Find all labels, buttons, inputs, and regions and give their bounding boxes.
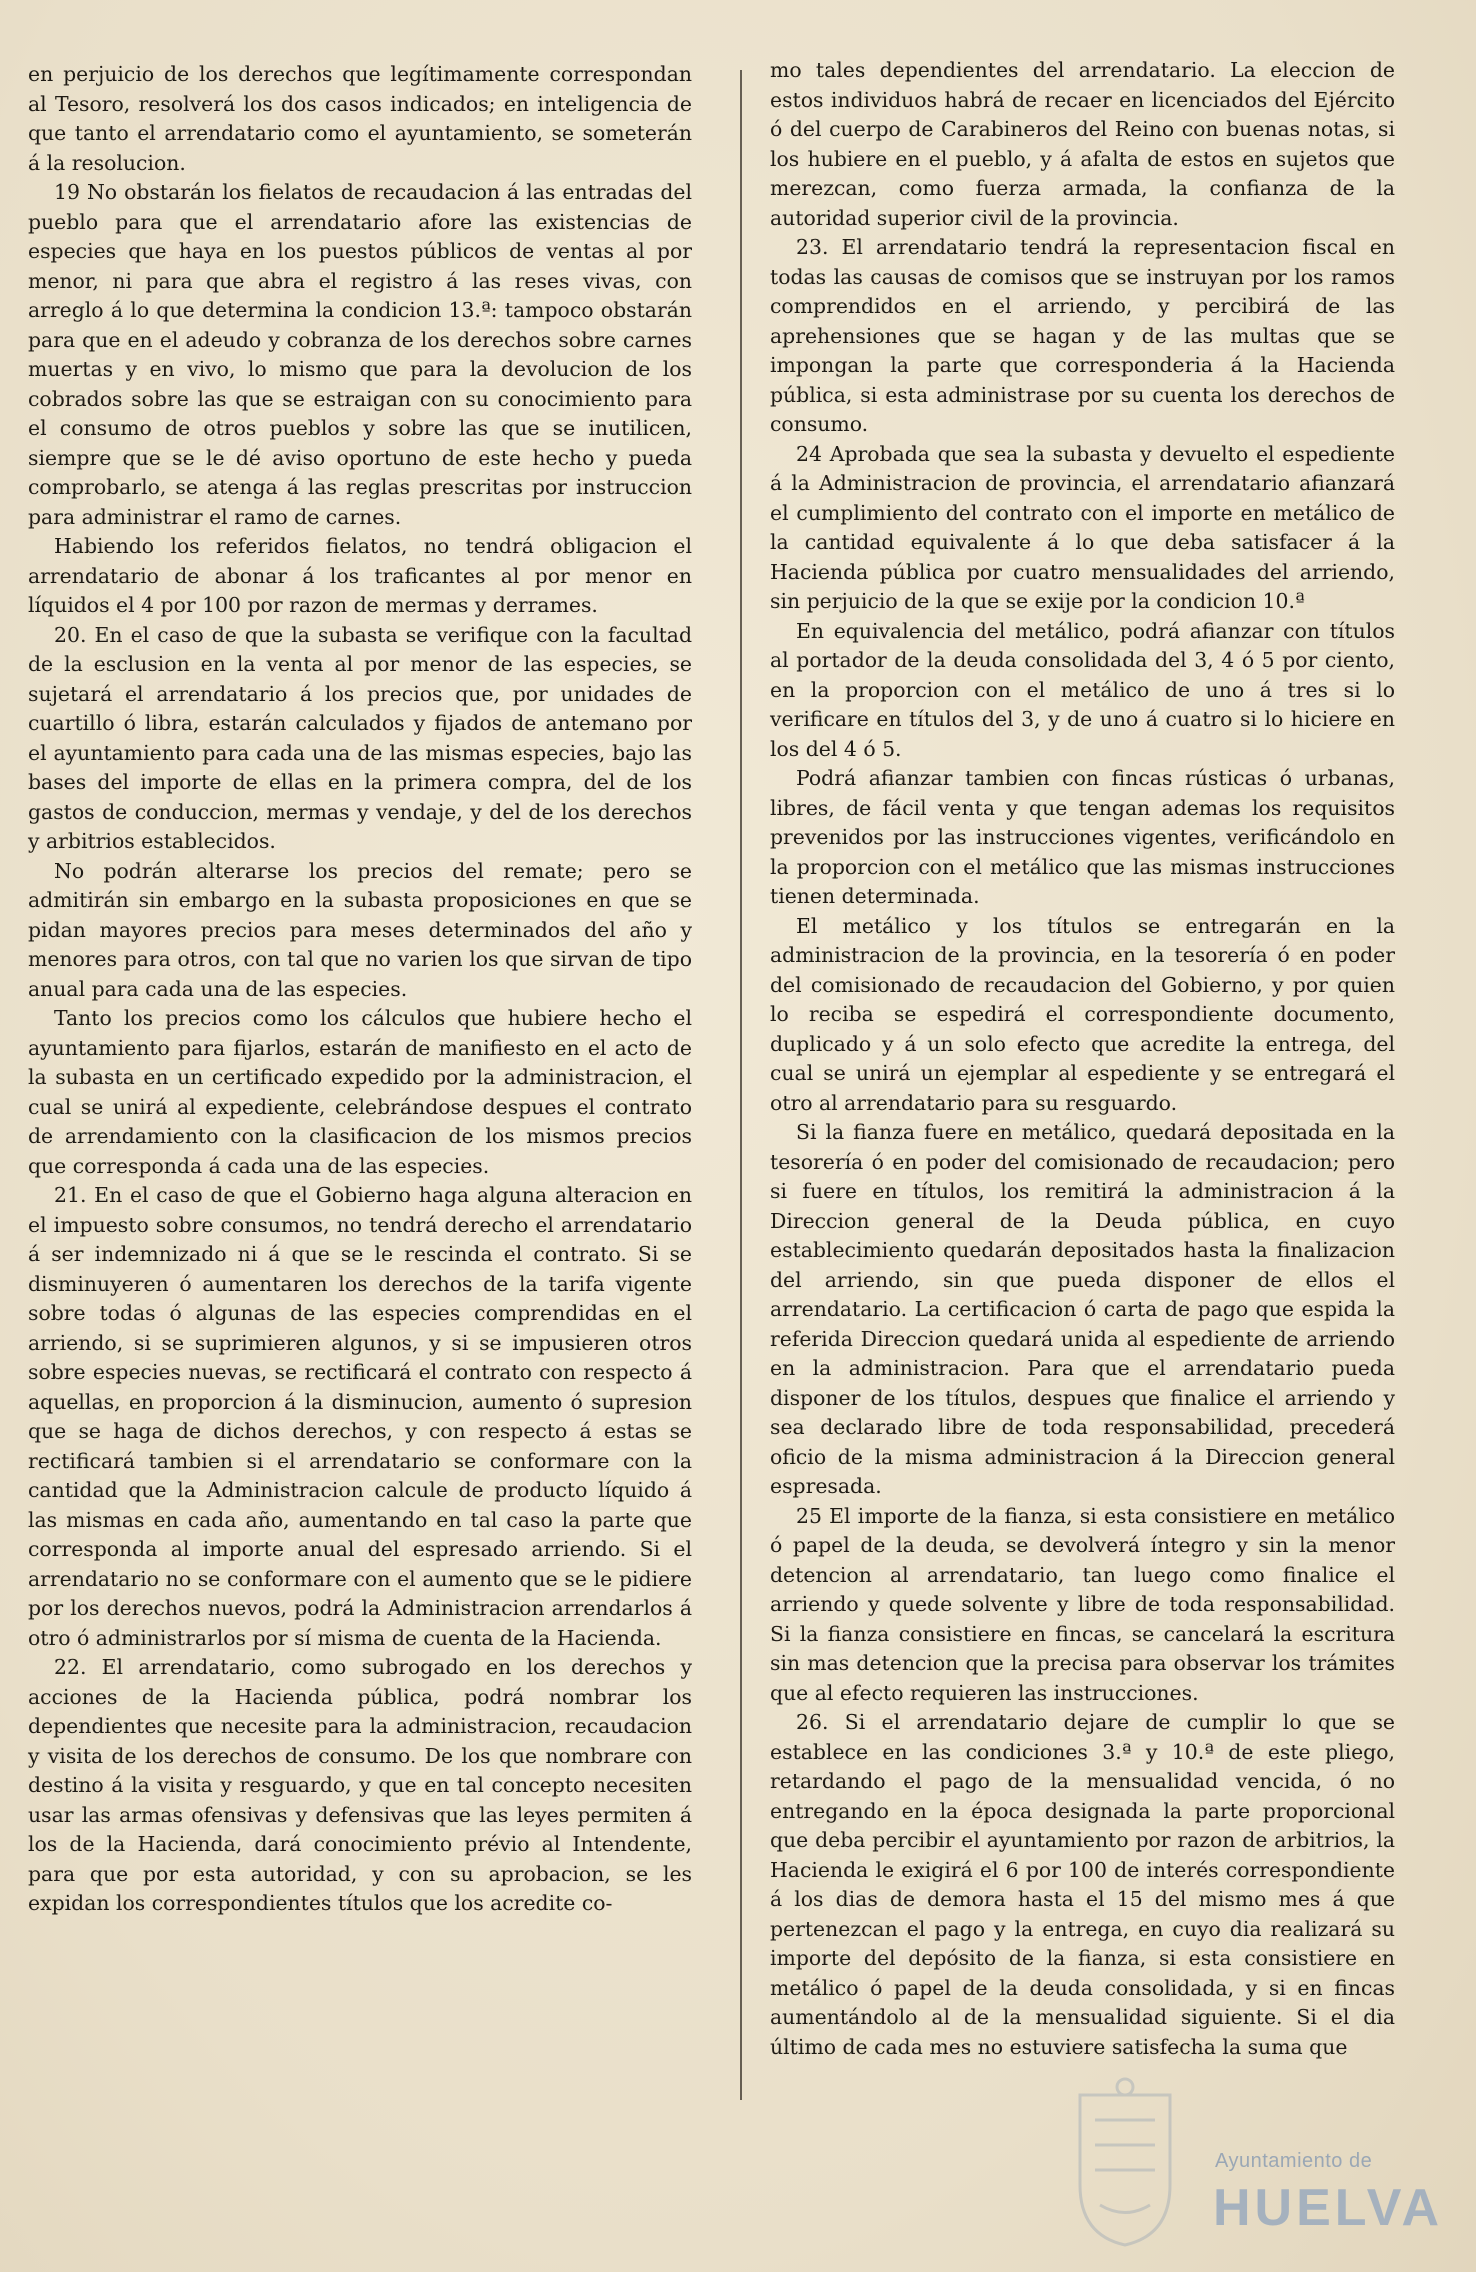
paragraph: 21. En el caso de que el Gobierno haga alguna alteracion en el impuesto sobre consumos, no tendrá derecho el arrendatario á ser indemnizado ni á que se le rescinda el contrato. Si se disminuyeren ó aumentaren los derechos de la tarifa vigente sobre todas ó algunas de las especies comprendidas en el arriendo, si se suprimieren algunos, y si se impusieren otros sobre especies nuevas, se rectificará el contrato con respecto á aquellas, en proporcion á la disminucion, aumento ó supresion que se haga de dichos derechos, y con respecto á estas se rectificará tambien si el arrendatario se conformare con la cantidad que la Administracion calcule de producto líquido á las mismas en cada año, aumentando en tal caso la parte que corresponda al importe anual del espresado arriendo. Si el arrendatario no se conformare con el aumento que se le pidiere por los derechos nuevos, podrá la Administracion arrendarlos á otro ó administrarlos por sí misma de cuenta de la Hacienda. — [28, 1183, 692, 1650]
paragraph: 22. El arrendatario, como subrogado en los derechos y acciones de la Hacienda pública, podrá nombrar los dependientes que necesite para la administracion, recaudacion y visita de los derechos de consumo. De los que nombrare con destino á la visita y resguardo, y que en tal concepto necesiten usar las armas ofensivas y defensivas que las leyes permiten á los de la Hacienda, dará conocimiento prévio al Intendente, para que por esta autoridad, y con su aprobacion, se les expidan los correspondientes títulos que los acredite co- — [28, 1655, 692, 1915]
paragraph: mo tales dependientes del arrendatario. La eleccion de estos individuos habrá de recaer en licenciados del Ejército ó del cuerpo de Carabineros del Reino con buenas notas, si los hubiere en el pueblo, y á afalta de estos en sujetos que merezcan, como fuerza armada, la confianza de la autoridad superior civil de la provincia. — [770, 58, 1395, 230]
paragraph: 23. El arrendatario tendrá la representacion fiscal en todas las causas de comisos que se instruyan por los ramos comprendidos en el arriendo, y percibirá de las aprehensiones que se hagan y de las multas que se impongan la parte que corresponderia á la Hacienda pública, si esta administrase por su cuenta los derechos de consumo. — [770, 235, 1395, 436]
paragraph: El metálico y los títulos se entregarán en la administracion de la provincia, en la tesorería ó en poder del comisionado de recaudacion del Gobierno, y por quien lo reciba se espedirá el correspondiente documento, duplicado y á un solo efecto que acredite la entrega, del cual se unirá un ejemplar al espediente y se entregará el otro al arrendatario para su resguardo. — [770, 913, 1395, 1115]
paragraph: 25 El importe de la fianza, si esta consistiere en metálico ó papel de la deuda, se devolverá íntegro y sin la menor detencion al arrendatario, tan luego como finalice el arriendo y quede solvente y libre de toda responsabilidad. Si la fianza consistiere en fincas, se cancelará la escritura sin mas detencion que la precisa para observar los trámites que al efecto requieren las instrucciones. — [770, 1503, 1395, 1705]
paragraph: 26. Si el arrendatario dejare de cumplir lo que se establece en las condiciones 3.ª y 10.ª de este pliego, retardando el pago de la mensualidad vencida, ó no entregando en la época designada la parte proporcional que deba percibir el ayuntamiento por razon de arbitrios, la Hacienda le exigirá el 6 por 100 de interés correspondiente á los dias de demora hasta el 15 del mismo mes á que pertenezcan el pago y la entrega, en cuyo dia realizará su importe del depósito de la fianza, si esta consistiere en metálico ó papel de la deuda consolidada, y si en fincas aumentándolo al de la mensualidad siguiente. Si el dia último de cada mes no estuviere satisfecha la suma que — [770, 1710, 1395, 2059]
paragraph: No podrán alterarse los precios del remate; pero se admitirán sin embargo en la subasta proposiciones en que se pidan mayores precios para meses determinados del año y menores para otros, con tal que no varien los que sirvan de tipo anual para cada una de las especies. — [28, 858, 692, 1001]
left-text-column — [28, 60, 692, 1919]
paragraph: 19 No obstarán los fielatos de recaudacion á las entradas del pueblo para que el arrendatario afore las existencias de especies que haya en los puestos públicos de ventas al por menor, ni para que abra el registro á las reses vivas, con arreglo á lo que determina la condicion 13.ª: tampoco obstarán para que en el adeudo y cobranza de los derechos sobre carnes muertas y en vivo, lo mismo que para la devolucion de los cobrados sobre las que se estraigan con su conocimiento para el consumo de otros pueblos y sobre las que se inutilicen, siempre que se le dé aviso oportuno de este hecho y pueda comprobarlo, se atenga á las reglas prescritas por instruccion para administrar el ramo de carnes. — [28, 180, 692, 529]
paragraph: Tanto los precios como los cálculos que hubiere hecho el ayuntamiento para fijarlos, estarán de manifiesto en el acto de la subasta en un certificado expedido por la administracion, el cual se unirá al expediente, celebrándose despues el contrato de arrendamiento con la clasificacion de los mismos precios que corresponda á cada una de las especies. — [28, 1006, 692, 1178]
watermark-line-1: Ayuntamiento de — [1215, 2150, 1373, 2172]
right-text-column — [770, 56, 1395, 2062]
watermark-line-2: HUELVA — [1213, 2179, 1444, 2237]
paragraph: 20. En el caso de que la subasta se verifique con la facultad de la esclusion en la venta al por menor de las especies, se sujetará el arrendatario á los precios que, por unidades de cuartillo ó libra, estarán calculados y fijados de antemano por el ayuntamiento para cada una de las mismas especies, bajo las bases del importe de ellas en la primera compra, del de los gastos de conduccion, mermas y vendaje, y del de los derechos y arbitrios establecidos. — [28, 622, 692, 853]
column-divider — [740, 70, 742, 2100]
paragraph: En equivalencia del metálico, podrá afianzar con títulos al portador de la deuda consolidada del 3, 4 ó 5 por ciento, en la proporcion con el metálico de uno á tres si lo verificare en títulos del 3, y de uno á cuatro si lo hiciere en los del 4 ó 5. — [770, 618, 1395, 761]
paragraph: Podrá afianzar tambien con fincas rústicas ó urbanas, libres, de fácil venta y que tengan ademas los requisitos prevenidos por las instrucciones vigentes, verificándolo en la proporcion con el metálico que las mismas instrucciones tienen determinada. — [770, 766, 1395, 908]
paragraph: 24 Aprobada que sea la subasta y devuelto el espediente á la Administracion de provincia, el arrendatario afianzará el cumplimiento del contrato con el importe en metálico de la cantidad equivalente á lo que deba satisfacer á la Hacienda pública por cuatro mensualidades del arriendo, sin perjuicio de la que se exije por la condicion 10.ª — [770, 441, 1395, 613]
paragraph: Habiendo los referidos fielatos, no tendrá obligacion el arrendatario de abonar á los traficantes al por menor en líquidos el 4 por 100 por razon de mermas y derrames. — [28, 534, 692, 617]
paragraph: en perjuicio de los derechos que legítimamente correspondan al Tesoro, resolverá los dos casos indicados; en inteligencia de que tanto el arrendatario como el ayuntamiento, se someterán á la resolucion. — [28, 62, 692, 175]
paragraph: Si la fianza fuere en metálico, quedará depositada en la tesorería ó en poder del comisionado de recaudacion; pero si fuere en títulos, los remitirá la administracion á la Direccion general de la Deuda pública, en cuyo establecimiento quedarán depositados hasta la finalizacion del arriendo, sin que pueda disponer de ellos el arrendatario. La certificacion ó carta de pago que espida la referida Direccion quedará unida al espediente de arriendo en la administracion. Para que el arrendatario pueda disponer de los títulos, despues que finalice el arriendo y sea declarado libre de toda responsabilidad, precederá oficio de la misma administracion á la Direccion general espresada. — [770, 1120, 1395, 1498]
